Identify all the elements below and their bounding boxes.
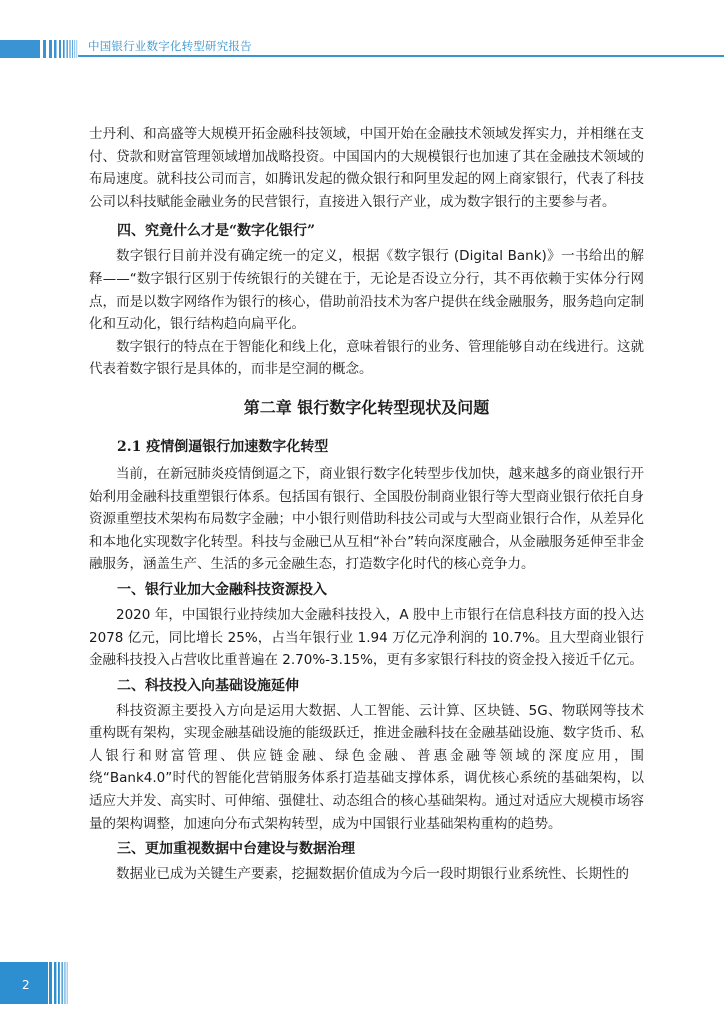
chapter-title: 第二章 银行数字化转型现状及问题 (243, 397, 490, 417)
paragraph-data-governance: 数据业已成为关键生产要素，挖掘数据价值成为今后一段时期银行业系统性、长期性的 (116, 866, 629, 883)
page-number: 2 (22, 978, 30, 992)
page-content (89, 123, 644, 886)
paragraph-characteristics: 数字银行的特点在于智能化和线上化，意味着银行的业务、管理能够自动在线进行。这就代表着数字银行是具体的，而非是空洞的概念。 (89, 338, 644, 378)
section-heading-four: 四、究竟什么才是“数字化银行” (117, 223, 316, 240)
header-divider (78, 55, 724, 57)
subsection-heading-one: 一、银行业加大金融科技资源投入 (117, 581, 327, 598)
footer-stripe-decoration (48, 962, 68, 1004)
paragraph-definition: 数字银行目前并没有确定统一的定义，根据《数字银行 (Digital Bank)》一书给出的解释——“数字银行区别于传统银行的关键在于，无论是否设立分行，其不再依赖于实体分行网点，而是以数字网络作为银行的核心，借助前沿技术为客户提供在线金融服务，服务趋向定制化和互动化，银行结构趋向扁平化。 (89, 248, 644, 333)
running-header-title: 中国银行业数字化转型研究报告 (88, 39, 252, 53)
paragraph-continuation: 士丹利、和高盛等大规模开拓金融科技领域，中国开始在金融技术领域发挥实力，并相继在支付、贷款和财富管理领域增加战略投资。中国国内的大规模银行也加速了其在金融技术领域的布局速度。就科技公司而言，如腾讯发起的微众银行和阿里发起的网上商家银行，代表了科技公司以科技赋能金融业务的民营银行，直接进入银行产业，成为数字银行的主要参与者。 (89, 126, 644, 210)
header-stripe-decoration (0, 40, 78, 58)
paragraph-investment: 2020 年，中国银行业持续加大金融科技投入，A 股中上市银行在信息科技方面的投入达 2078 亿元，同比增长 25%，占当年银行业 1.94 万亿元净利润的 10.7%。且大型商业银行金融科技投入占营收比重普遍在 2.70%-3.15%，更有多家银行科技的资金投入接近千亿元。 (89, 606, 644, 669)
subsection-heading-two: 二、科技投入向基础设施延伸 (117, 677, 299, 694)
paragraph-pandemic: 当前，在新冠肺炎疫情倒逼之下，商业银行数字化转型步伐加快，越来越多的商业银行开始利用金融科技重塑银行体系。包括国有银行、全国股份制商业银行等大型商业银行依托自身资源重塑技术架构布局数字金融；中小银行则借助科技公司或与大型商业银行合作，从差异化和本地化实现数字化转型。科技与金融已从互相“补台”转向深度融合，从金融服务延伸至非金融服务，涵盖生产、生活的多元金融生态，打造数字化时代的核心竞争力。 (89, 465, 644, 573)
subsection-heading-three: 三、更加重视数据中台建设与数据治理 (117, 841, 355, 858)
section-heading-2-1: 2.1 疫情倒逼银行加速数字化转型 (117, 438, 329, 455)
paragraph-infrastructure: 科技资源主要投入方向是运用大数据、人工智能、云计算、区块链、5G、物联网等技术重构既有架构，实现金融基础设施的能级跃迁，推进金融科技在金融基础设施、数字货币、私人银行和财富管理、供应链金融、绿色金融、普惠金融等领域的深度应用，围绕“Bank4.0”时代的智能化营销服务体系打造基础支撑体系，调优核心系统的基础架构，以适应大并发、高实时、可伸缩、强健壮、动态组合的核心基础架构。通过对适应大规模市场容量的架构调整，加速向分布式架构转型，成为中国银行业基础架构重构的趋势。 (89, 702, 644, 832)
